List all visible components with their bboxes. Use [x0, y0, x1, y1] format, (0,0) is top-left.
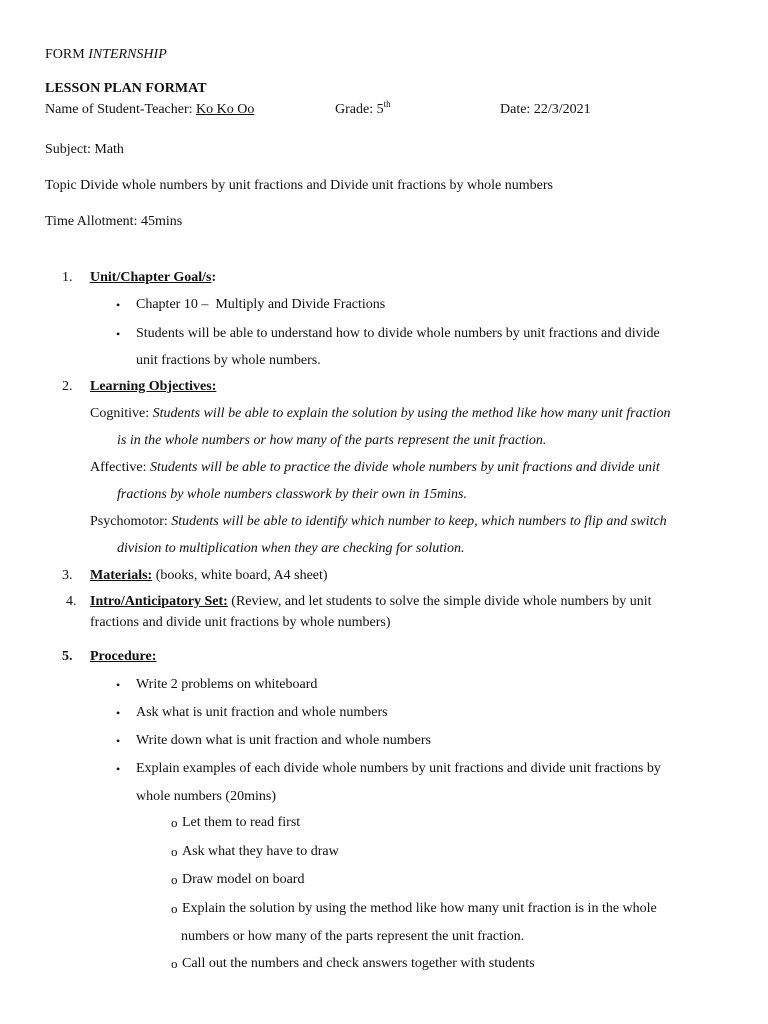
section-number: 2. [62, 379, 73, 394]
intro-heading: Intro/Anticipatory Set: [90, 594, 228, 609]
bullet-icon: • [116, 762, 121, 776]
student-teacher-name: Ko Ko Oo [196, 102, 255, 117]
materials-text: (books, white board, A4 sheet) [155, 568, 328, 583]
intro-line [90, 593, 652, 611]
grade-label: Grade: 5 [335, 102, 384, 117]
bullet-icon: • [116, 298, 121, 312]
goal-item-continued: unit fractions by whole numbers. [136, 353, 321, 368]
goals-heading-text: Unit/Chapter Goal/s [90, 270, 212, 285]
procedure-substep: Ask what they have to draw [182, 844, 339, 859]
section-number: 3. [62, 568, 73, 583]
goal-item: Chapter 10 – Multiply and Divide Fractions [136, 297, 386, 312]
objective-text: Students will be able to identify which number to keep, which numbers to flip and switch [171, 514, 667, 529]
section-number: 1. [62, 270, 73, 285]
sub-bullet-icon: o [171, 901, 178, 916]
sub-bullet-icon: o [171, 872, 178, 887]
procedure-substep: Draw model on board [182, 872, 305, 887]
objective-text-continued: is in the whole numbers or how many of the parts represent the unit fraction. [117, 433, 547, 448]
form-prefix: FORM [45, 47, 85, 62]
objective-affective [90, 459, 660, 477]
objective-label: Cognitive: [90, 406, 150, 421]
sub-bullet-icon: o [171, 956, 178, 971]
goal-item: Students will be able to understand how to divide whole numbers by unit fractions and divide [136, 326, 660, 341]
objective-label: Affective: [90, 460, 147, 475]
sub-bullet-icon: o [171, 815, 178, 830]
date: Date: 22/3/2021 [500, 102, 591, 117]
materials-heading: Materials: [90, 568, 153, 583]
procedure-step: Write 2 problems on whiteboard [136, 677, 318, 692]
section-number: 4. [66, 594, 77, 609]
student-teacher-line [45, 101, 254, 119]
grade-suffix: th [383, 99, 391, 109]
bullet-icon: • [116, 678, 121, 692]
procedure-step: Ask what is unit fraction and whole numbers [136, 705, 388, 720]
form-line [45, 46, 167, 64]
procedure-step-continued: whole numbers (20mins) [136, 789, 276, 804]
procedure-step: Explain examples of each divide whole numbers by unit fractions and divide unit fractions by [136, 761, 661, 776]
objective-psychomotor [90, 513, 667, 531]
intro-text-continued: fractions and divide unit fractions by whole numbers) [90, 615, 391, 630]
subject-line: Subject: Math [45, 142, 124, 157]
objective-text: Students will be able to practice the divide whole numbers by unit fractions and divide unit [150, 460, 660, 475]
objective-cognitive [90, 405, 671, 423]
intro-text: (Review, and let students to solve the simple divide whole numbers by unit [231, 594, 652, 609]
bullet-icon: • [116, 706, 121, 720]
grade [335, 101, 391, 119]
time-allotment-line: Time Allotment: 45mins [45, 214, 183, 229]
bullet-icon: • [116, 734, 121, 748]
form-type: INTERNSHIP [88, 47, 167, 62]
goals-heading [90, 269, 216, 287]
sub-bullet-icon: o [171, 844, 178, 859]
procedure-step: Write down what is unit fraction and whole numbers [136, 733, 431, 748]
objective-text: Students will be able to explain the solution by using the method like how many unit fraction [152, 406, 671, 421]
procedure-substep: Explain the solution by using the method like how many unit fraction is in the whole [182, 901, 657, 916]
section-number: 5. [62, 649, 73, 664]
goals-heading-colon: : [211, 270, 217, 285]
procedure-substep: Let them to read first [182, 815, 301, 830]
procedure-substep: Call out the numbers and check answers together with students [182, 956, 535, 971]
topic-line: Topic Divide whole numbers by unit fractions and Divide unit fractions by whole numbers [45, 178, 553, 193]
bullet-icon: • [116, 327, 121, 341]
procedure-heading: Procedure: [90, 649, 157, 664]
document-title: LESSON PLAN FORMAT [45, 81, 207, 96]
materials-line [90, 567, 328, 585]
student-teacher-label: Name of Student-Teacher: [45, 102, 193, 117]
objective-text-continued: division to multiplication when they are checking for solution. [117, 541, 465, 556]
objectives-heading: Learning Objectives: [90, 379, 217, 394]
procedure-substep-continued: numbers or how many of the parts represent the unit fraction. [181, 929, 525, 944]
objective-label: Psychomotor: [90, 514, 168, 529]
objective-text-continued: fractions by whole numbers classwork by their own in 15mins. [117, 487, 467, 502]
